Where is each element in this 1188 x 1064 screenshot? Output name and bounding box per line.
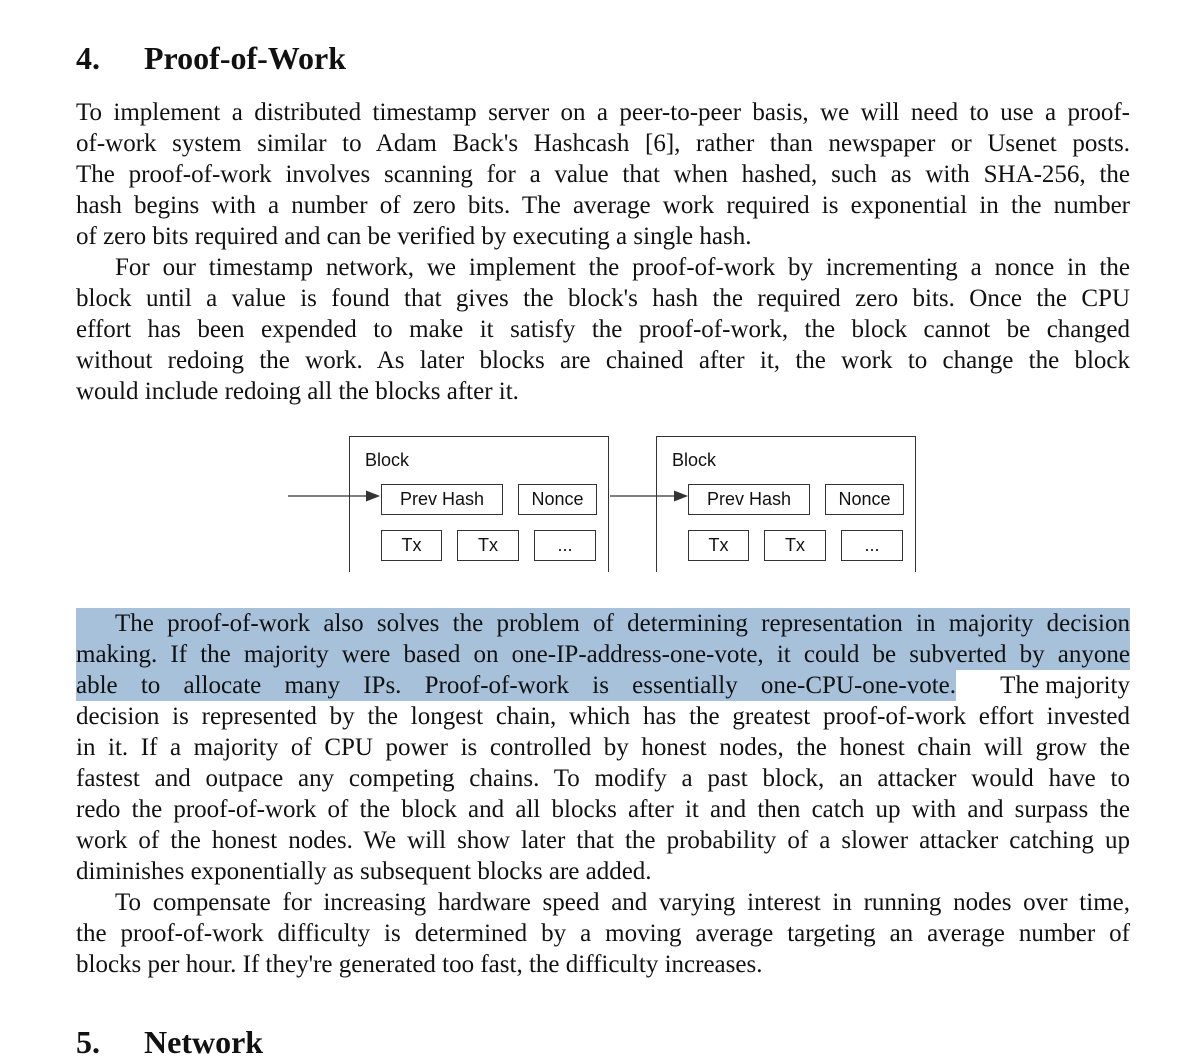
highlighted-line[interactable] (76, 639, 1130, 670)
more-tx-cell: ... (841, 530, 903, 561)
highlighted-line[interactable] (76, 608, 1130, 639)
text-line: in it. If a majority of CPU power is controlled by honest nodes, the honest chain will grow the (76, 734, 1130, 761)
prev-hash-cell: Prev Hash (688, 484, 810, 515)
text-line: block until a value is found that gives the block's hash the required zero bits. Once the CPU (76, 285, 1130, 312)
section-heading (76, 36, 346, 80)
tx-cell: Tx (688, 530, 749, 561)
paragraph-4 (76, 887, 1130, 980)
text-line: work of the honest nodes. We will show later that the probability of a slower attacker catching up (76, 827, 1130, 854)
text-line: decision is represented by the longest chain, which has the greatest proof-of-work effort invested (76, 703, 1130, 730)
tx-cell: Tx (381, 530, 442, 561)
text-line: blocks per hour. If they're generated too fast, the difficulty increases. (76, 951, 763, 978)
paragraph-2 (76, 252, 1130, 407)
next-section-title: Network (144, 1024, 264, 1060)
nonce-cell: Nonce (518, 484, 597, 515)
paragraph-3 (76, 608, 1130, 887)
paragraph-1 (76, 97, 1130, 252)
text-selection[interactable]: making. If the majority were based on one-IP-address-one-vote, it could be subverted by anyone (76, 641, 1130, 668)
text-line: The proof-of-work involves scanning for a value that when hashed, such as with SHA-256, the (76, 161, 1130, 188)
text-line: For our timestamp network, we implement the proof-of-work by incrementing a nonce in the (115, 254, 1130, 281)
text-line: without redoing the work. As later blocks are chained after it, the work to change the block (76, 347, 1130, 374)
nonce-cell: Nonce (825, 484, 904, 515)
text-selection[interactable]: able to allocate many IPs. Proof-of-work is essentially one-CPU-one-vote. (76, 672, 956, 699)
block-2 (656, 436, 916, 572)
block-title: Block (365, 450, 410, 470)
text-line: of-work system similar to Adam Back's Hashcash [6], rather than newspaper or Usenet posts. (76, 130, 1130, 157)
text-line: hash begins with a number of zero bits. The average work required is exponential in the number (76, 192, 1130, 219)
block-1 (349, 436, 609, 572)
next-section-number: 5. (76, 1024, 100, 1060)
text-line: effort has been expended to make it satisfy the proof-of-work, the block cannot be changed (76, 316, 1130, 343)
text-line: To compensate for increasing hardware speed and varying interest in running nodes over time, (115, 889, 1130, 916)
text-line: redo the proof-of-work of the block and all blocks after it and then catch up with and surpass the (76, 796, 1130, 823)
section-title: Proof-of-Work (144, 40, 347, 76)
tx-cell: Tx (764, 530, 826, 561)
text-line: fastest and outpace any competing chains. To modify a past block, an attacker would have to (76, 765, 1130, 792)
section-number: 4. (76, 40, 100, 76)
more-tx-cell: ... (534, 530, 596, 561)
text-line-rest: The majority (1000, 672, 1130, 699)
tx-cell: Tx (457, 530, 519, 561)
prev-hash-cell: Prev Hash (381, 484, 503, 515)
next-section-heading (76, 1020, 263, 1064)
text-line: would include redoing all the blocks after it. (76, 378, 519, 405)
text-line: the proof-of-work difficulty is determined by a moving average targeting an average number of (76, 920, 1130, 947)
text-line (76, 670, 1130, 701)
block-chain-diagram (288, 436, 920, 576)
text-selection[interactable]: The proof-of-work also solves the problem of determining representation in majority decision (76, 608, 1130, 639)
text-line: diminishes exponentially as subsequent blocks are added. (76, 858, 652, 885)
text-line: To implement a distributed timestamp server on a peer-to-peer basis, we will need to use a proof- (76, 99, 1130, 126)
block-title: Block (672, 450, 717, 470)
text-line: of zero bits required and can be verified by executing a single hash. (76, 223, 752, 250)
